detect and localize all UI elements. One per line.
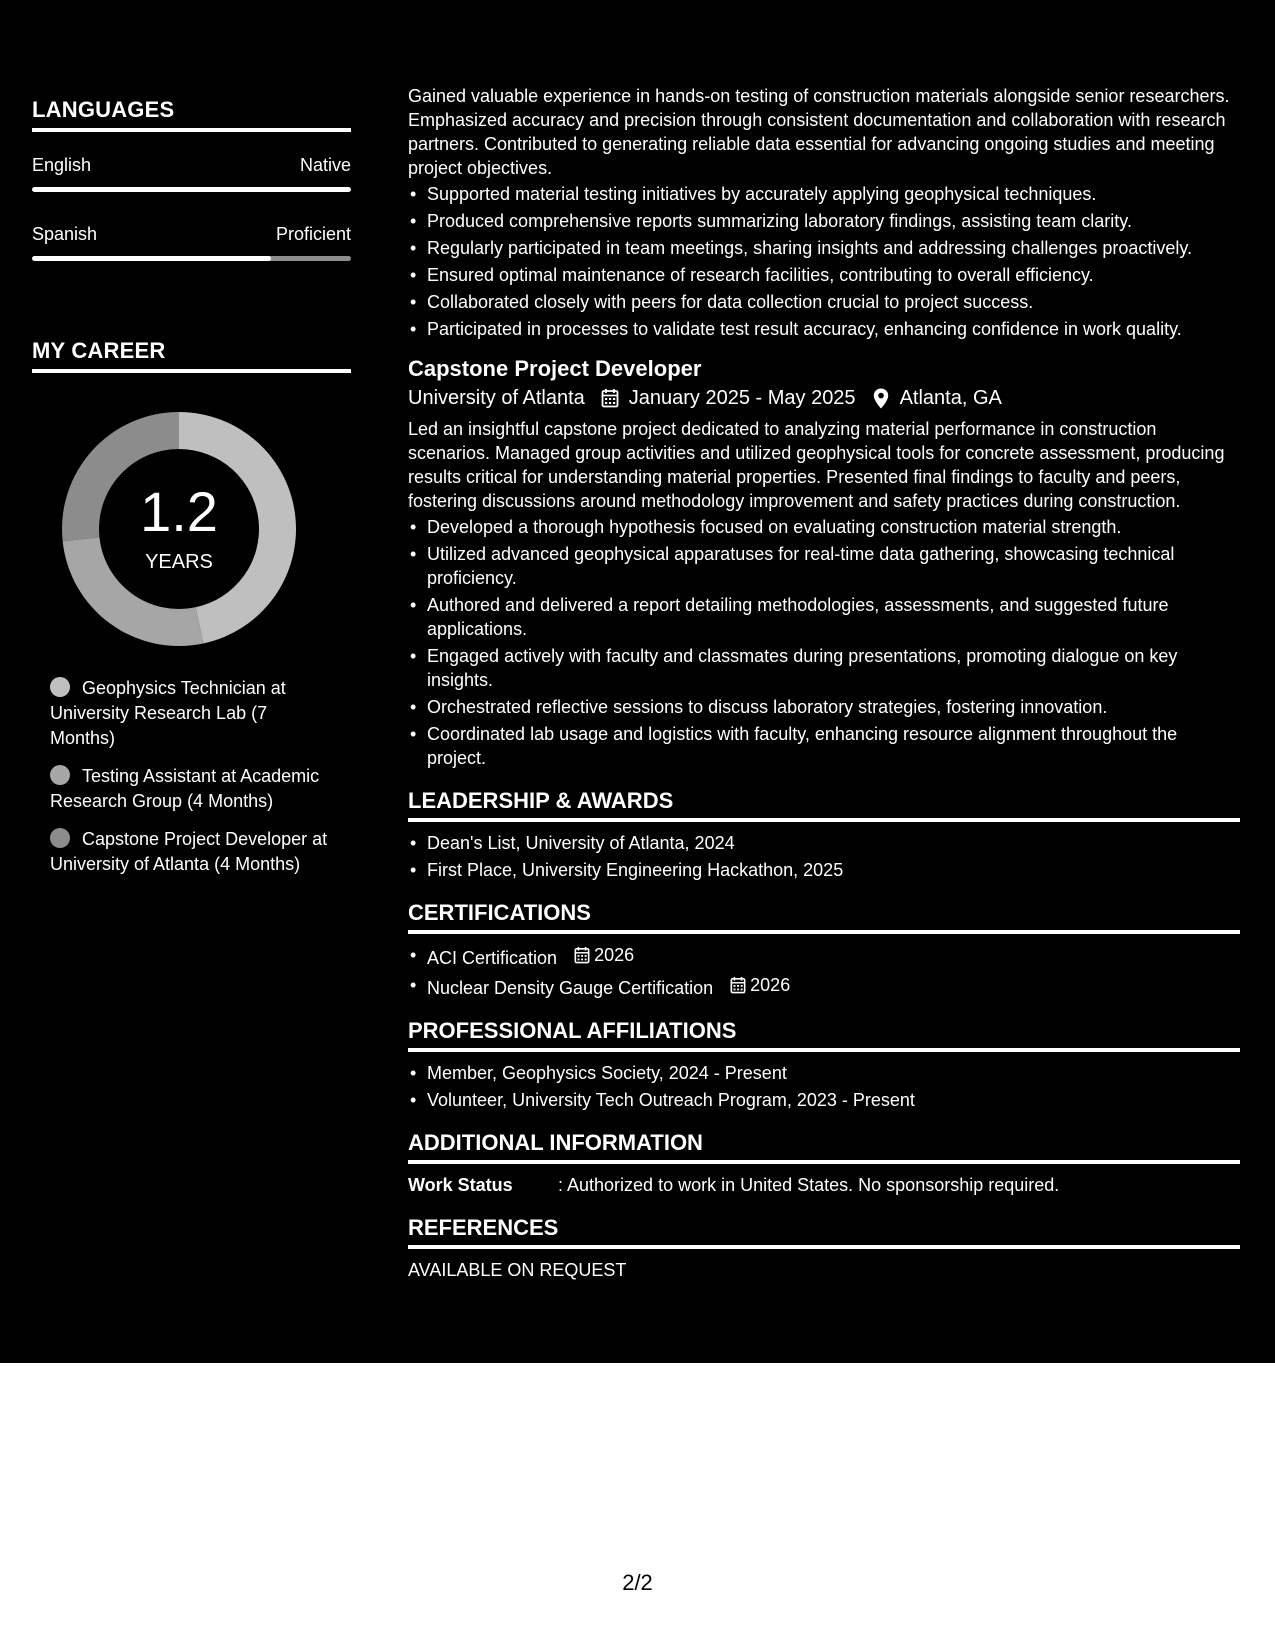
language-level: Native bbox=[299, 155, 351, 175]
list-item: • Dean's List, University of Atlanta, 2024 bbox=[408, 831, 1240, 855]
list-item: • Regularly participated in team meetings, sharing insights and addressing challenges proactively. bbox=[408, 236, 1240, 260]
affiliations-list bbox=[408, 1061, 1240, 1112]
list-item: • Utilized advanced geophysical apparatuses for real-time data gathering, showcasing technical proficiency. bbox=[408, 542, 1240, 590]
legend-dot-icon bbox=[50, 828, 70, 848]
additional-title: ADDITIONAL INFORMATION bbox=[408, 1130, 703, 1155]
list-item: • Ensured optimal maintenance of research facilities, contributing to overall efficiency. bbox=[408, 263, 1240, 287]
list-item: • First Place, University Engineering Hackathon, 2025 bbox=[408, 858, 1240, 882]
legend-dot-icon bbox=[50, 677, 70, 697]
language-name: English bbox=[32, 155, 92, 175]
list-item: • Member, Geophysics Society, 2024 - Present bbox=[408, 1061, 1240, 1085]
career-title: MY CAREER bbox=[32, 338, 166, 363]
career-total-value: 1.2 bbox=[140, 480, 218, 543]
language-name: Spanish bbox=[32, 224, 98, 244]
main-column bbox=[408, 84, 1240, 1282]
map-pin-icon bbox=[870, 387, 892, 409]
list-item: • Authored and delivered a report detailing methodologies, assessments, and suggested future applications. bbox=[408, 593, 1240, 641]
list-item: • Participated in processes to validate test result accuracy, enhancing confidence in work quality. bbox=[408, 317, 1240, 341]
language-bar-fill bbox=[32, 256, 271, 261]
affiliations-title: PROFESSIONAL AFFILIATIONS bbox=[408, 1018, 737, 1043]
experience-bullets bbox=[408, 182, 1240, 341]
certifications-list bbox=[408, 943, 1240, 1000]
career-legend-item bbox=[50, 676, 330, 751]
certification-name: ACI Certification bbox=[427, 948, 558, 968]
section-divider bbox=[408, 930, 1240, 934]
calendar-icon bbox=[574, 946, 590, 964]
references-title: REFERENCES bbox=[408, 1215, 559, 1240]
language-bar-fill bbox=[32, 187, 351, 192]
language-row-spanish bbox=[32, 224, 351, 245]
career-legend-label: Capstone Project Developer at University of Atlanta (4 Months) bbox=[50, 829, 328, 874]
section-divider bbox=[32, 128, 351, 132]
role-dates: January 2025 - May 2025 bbox=[628, 387, 856, 409]
role-summary: Led an insightful capstone project dedicated to analyzing material performance in construction scenarios. Managed group activities and utilized geophysical tools for concrete assessment, producing results critical for understanding material properties. Presented final findings to faculty and peers, fostering discussions around methodology improvement and safety practices during construction. bbox=[408, 419, 1225, 511]
role-organization: University of Atlanta bbox=[408, 387, 585, 409]
leadership-list bbox=[408, 831, 1240, 882]
language-row-english bbox=[32, 155, 351, 176]
certifications-title: CERTIFICATIONS bbox=[408, 900, 591, 925]
role-meta bbox=[408, 383, 1240, 413]
certification-date bbox=[574, 943, 634, 967]
list-item bbox=[408, 973, 1240, 1000]
language-bar-english bbox=[32, 187, 351, 192]
references-text: AVAILABLE ON REQUEST bbox=[408, 1260, 627, 1280]
section-divider bbox=[408, 1160, 1240, 1164]
language-level: Proficient bbox=[275, 224, 351, 244]
certification-name: Nuclear Density Gauge Certification bbox=[427, 978, 714, 998]
list-item bbox=[408, 943, 1240, 970]
role-title: Capstone Project Developer bbox=[408, 356, 702, 381]
calendar-icon bbox=[730, 976, 746, 994]
career-legend-label: Testing Assistant at Academic Research Group (4 Months) bbox=[50, 766, 320, 811]
experience-summary: Gained valuable experience in hands-on testing of construction materials alongside senior researchers. Emphasized accuracy and precision through consistent documentation and collaboration with research partners. Contributed to generating reliable data essential for advancing ongoing studies and meeting project objectives. bbox=[408, 86, 1230, 178]
career-legend-item bbox=[50, 827, 330, 877]
section-divider bbox=[408, 1048, 1240, 1052]
work-status-value: : Authorized to work in United States. No sponsorship required. bbox=[558, 1175, 1060, 1195]
legend-dot-icon bbox=[50, 765, 70, 785]
language-bar-spanish bbox=[32, 256, 351, 261]
certification-year: 2026 bbox=[594, 945, 635, 965]
list-item: • Orchestrated reflective sessions to discuss laboratory strategies, fostering innovation. bbox=[408, 695, 1240, 719]
role-location: Atlanta, GA bbox=[899, 387, 1002, 409]
leadership-title: LEADERSHIP & AWARDS bbox=[408, 788, 674, 813]
page-number: 2/2 bbox=[622, 1570, 653, 1595]
work-status-row bbox=[408, 1173, 1240, 1197]
list-item: • Supported material testing initiatives by accurately applying geophysical techniques. bbox=[408, 182, 1240, 206]
sidebar bbox=[0, 0, 380, 1363]
career-legend-item bbox=[50, 764, 330, 814]
languages-title: LANGUAGES bbox=[32, 97, 175, 122]
list-item: • Coordinated lab usage and logistics with faculty, enhancing resource alignment throughout the project. bbox=[408, 722, 1240, 770]
list-item: • Volunteer, University Tech Outreach Program, 2023 - Present bbox=[408, 1088, 1240, 1112]
career-legend-label: Geophysics Technician at University Research Lab (7 Months) bbox=[50, 678, 286, 748]
career-legend bbox=[50, 676, 330, 890]
certification-date bbox=[730, 973, 790, 997]
section-divider bbox=[408, 1245, 1240, 1249]
list-item: • Developed a thorough hypothesis focused on evaluating construction material strength. bbox=[408, 515, 1240, 539]
list-item: • Collaborated closely with peers for data collection crucial to project success. bbox=[408, 290, 1240, 314]
certification-year: 2026 bbox=[750, 975, 791, 995]
section-divider bbox=[32, 369, 351, 373]
list-item: • Engaged actively with faculty and classmates during presentations, promoting dialogue on key insights. bbox=[408, 644, 1240, 692]
section-divider bbox=[408, 818, 1240, 822]
calendar-icon bbox=[599, 387, 621, 409]
career-total-unit: YEARS bbox=[145, 551, 213, 573]
role-bullets bbox=[408, 515, 1240, 770]
list-item: • Produced comprehensive reports summarizing laboratory findings, assisting team clarity. bbox=[408, 209, 1240, 233]
work-status-label: Work Status bbox=[408, 1175, 513, 1195]
